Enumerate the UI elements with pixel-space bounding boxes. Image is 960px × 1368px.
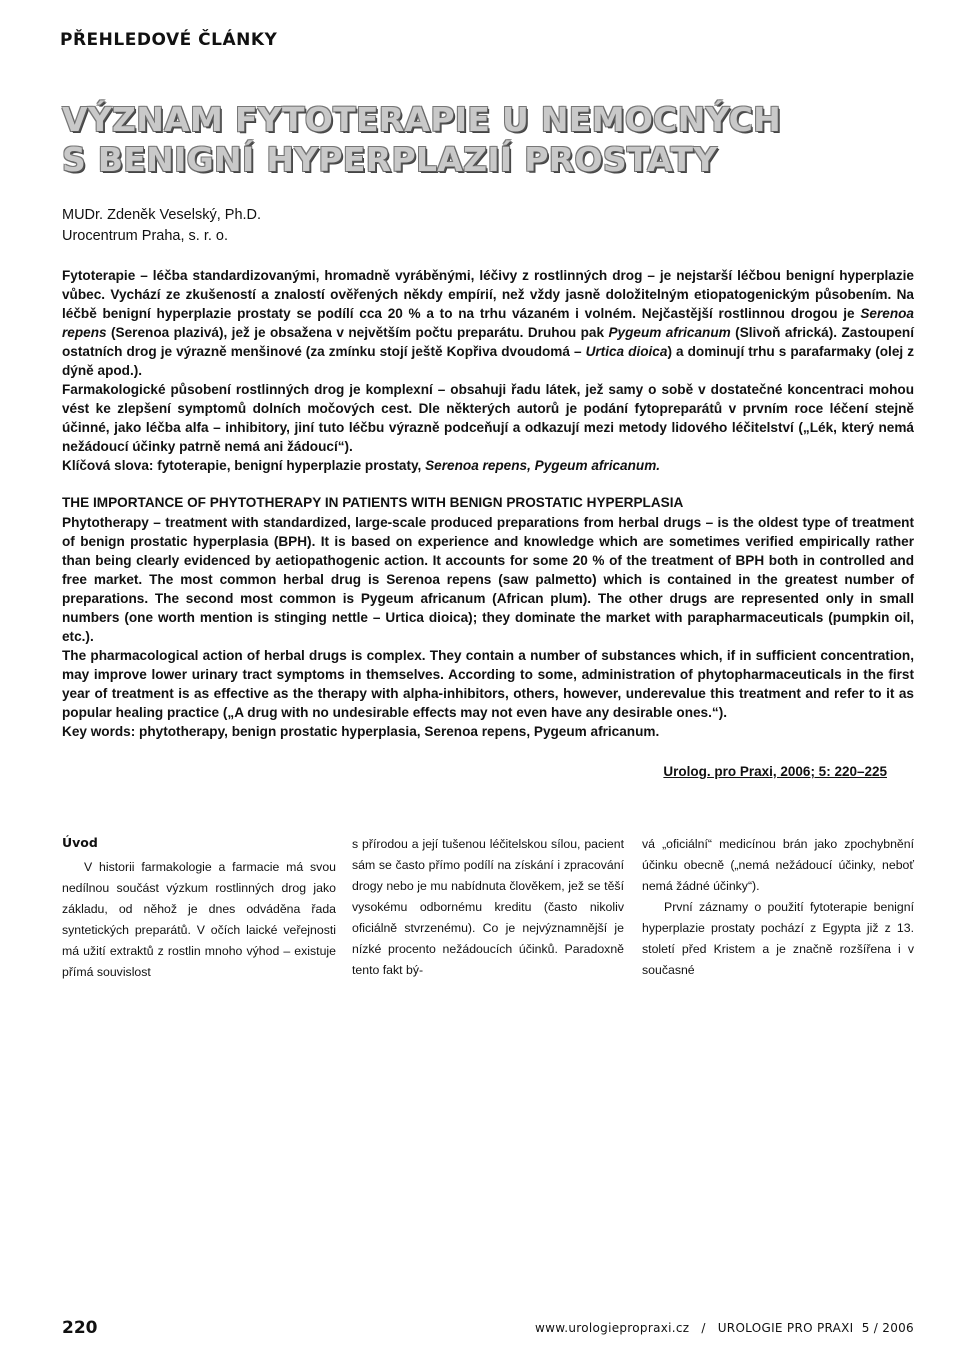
abstract-en-paragraph-1: Phytotherapy – treatment with standardized, large-scale produced preparations from herbal drugs – is the oldest type of treatment of benign prostatic hyperplasia (BPH). It is based on experience and knowledge which are sometimes verified empirically rather than being clearly evidenced by aetiopathogenic action. It accounts for some 20 % of the treatment of BPH both in controlled and free market. The most common herbal drug is Serenoa repens (saw palmetto) which is contained in the greatest number of preparations. The second most common is Pygeum africanum (African plum). The other drugs are represented only in small numbers (one worth mention is stinging nettle – Urtica dioica); they dominate the market with parapharmaceuticals (pumpkin oil, etc.). bbox=[62, 515, 914, 644]
author-affiliation: Urocentrum Praha, s. r. o. bbox=[62, 228, 229, 244]
footer-website: www.urologiepropraxi.cz bbox=[535, 1321, 690, 1335]
author-block bbox=[62, 205, 261, 247]
abstract-cz-text: (Serenoa plazivá), jež je obsažena v největším počtu preparátu. Druhou pak bbox=[106, 325, 609, 340]
body-columns bbox=[62, 832, 914, 979]
article-title bbox=[62, 100, 922, 180]
author-name: MUDr. Zdeněk Veselský, Ph.D. bbox=[62, 207, 262, 223]
keywords-en: Key words: phytotherapy, benign prostatic hyperplasia, Serenoa repens, Pygeum africanum. bbox=[62, 724, 660, 739]
abstract-cz-italic: Pygeum africanum bbox=[608, 325, 731, 340]
abstract-cz-text: ) a dominují trhu s parafarmaky (olej z dýně apod.). bbox=[62, 344, 914, 378]
footer-journal: UROLOGIE PRO PRAXI bbox=[717, 1321, 854, 1335]
body-column-1 bbox=[62, 832, 336, 983]
body-paragraph: vá „oficiální“ medicínou brán jako zpochybnění účinku obecně („nemá nežádoucí účinky, neboť nemá žádné účinky“). bbox=[642, 837, 914, 893]
english-title: THE IMPORTANCE OF PHYTOTHERAPY IN PATIENTS WITH BENIGN PROSTATIC HYPERPLASIA bbox=[62, 495, 684, 510]
section-header: PŘEHLEDOVÉ ČLÁNKY bbox=[60, 30, 278, 50]
citation: Urolog. pro Praxi, 2006; 5: 220–225 bbox=[663, 764, 887, 779]
abstract-cz-paragraph-1 bbox=[62, 266, 914, 380]
body-column-2 bbox=[352, 834, 624, 981]
keywords-cz-italic: Serenoa repens, Pygeum africanum. bbox=[425, 458, 661, 473]
page-footer bbox=[62, 1318, 914, 1340]
body-column-3 bbox=[642, 834, 914, 981]
title-line-1: VÝZNAM FYTOTERAPIE U NEMOCNÝCH bbox=[62, 100, 782, 139]
abstract-cz-italic: Urtica dioica bbox=[585, 344, 668, 359]
footer-separator: / bbox=[701, 1321, 706, 1335]
abstract-cz-paragraph-2: Farmakologické působení rostlinných drog je komplexní – obsahuji řadu látek, jež samy o sobě v dostatečné koncentraci mohou vést ke zlepšení symptomů dolních močových cest. Dle některých autorů je podání fytopreparátů v prvním roce léčení stejně účinné, jako léčba alfa – inhibitory, jiní tuto léčbu výrazně podceňují a odkazují mezi metody lidového léčitelství („Lék, který nemá nežádoucí účinky patrně nemá ani žádoucí“). bbox=[62, 382, 914, 454]
abstract-cz-text: (Slivoň africká). Zastoupení ostatních drog je výrazně menšinové (za zmínku stojí ještě Kopřiva dvoudomá – bbox=[62, 325, 914, 359]
abstract-cz-italic: Serenoa repens bbox=[62, 306, 914, 340]
body-paragraph: První záznamy o použití fytoterapie benigní hyperplazie prostaty pochází z Egypta již z 13. století před Kristem a je značně rozšířena i v současné bbox=[642, 900, 914, 977]
abstract-czech bbox=[62, 266, 914, 475]
footer-issue: 5 / 2006 bbox=[861, 1321, 914, 1335]
page-number: 220 bbox=[62, 1318, 98, 1338]
body-paragraph: s přírodou a její tušenou léčitelskou sílou, pacient sám se často přímo podílí na získání i zpracování drogy nebo je mu nabídnuta člověkem, jež se těší vysokému odbornému kreditu (často nikoliv oficiálně stvrzenému). Co je nejvýznamnější je nízké procento nežádoucích účinků. Paradoxně tento fakt bý- bbox=[352, 837, 624, 977]
keywords-cz bbox=[62, 456, 914, 475]
keywords-cz-text: Klíčová slova: fytoterapie, benigní hyperplazie prostaty, bbox=[62, 458, 426, 473]
abstract-cz-text: Fytoterapie – léčba standardizovanými, hromadně vyráběnými, léčivy z rostlinných drog – je nejstarší léčbou benigní hyperplazie vůbec. Vychází ze zkušeností a znalostí ověřených někdy empírií, než vždy jasně doložitelným etiopatogenickým působením. Na léčbě benigní hyperplazie prostaty se podílí cca 20 % a to na trhu vázaném i volném. Nejčastější rostlinnou drogou je bbox=[62, 268, 914, 321]
section-heading-uvod: Úvod bbox=[62, 835, 98, 850]
abstract-en-paragraph-2: The pharmacological action of herbal drugs is complex. They contain a number of substances which, if in sufficient concentration, may improve lower urinary tract symptoms in themselves. According to some, administration of phytopharmaceuticals in the first year of treatment is as effective as the therapy with alpha-inhibitors, others, however, underevalue this treatment and refer to it as popular healing practice („A drug with no undesirable effects may not even have any desirable ones.“). bbox=[62, 648, 914, 720]
body-paragraph: V historii farmakologie a farmacie má svou nedílnou součást výzkum rostlinných drog jako základu, od něhož je dnes odváděna řada syntetických preparátů. V očích laické veřejnosti má užití extraktů z rostlin mnoho výhod – existuje přímá souvislost bbox=[62, 860, 336, 979]
abstract-english bbox=[62, 513, 914, 741]
footer-info bbox=[535, 1321, 914, 1335]
title-line-2: S BENIGNÍ HYPERPLAZIÍ PROSTATY bbox=[62, 140, 718, 179]
